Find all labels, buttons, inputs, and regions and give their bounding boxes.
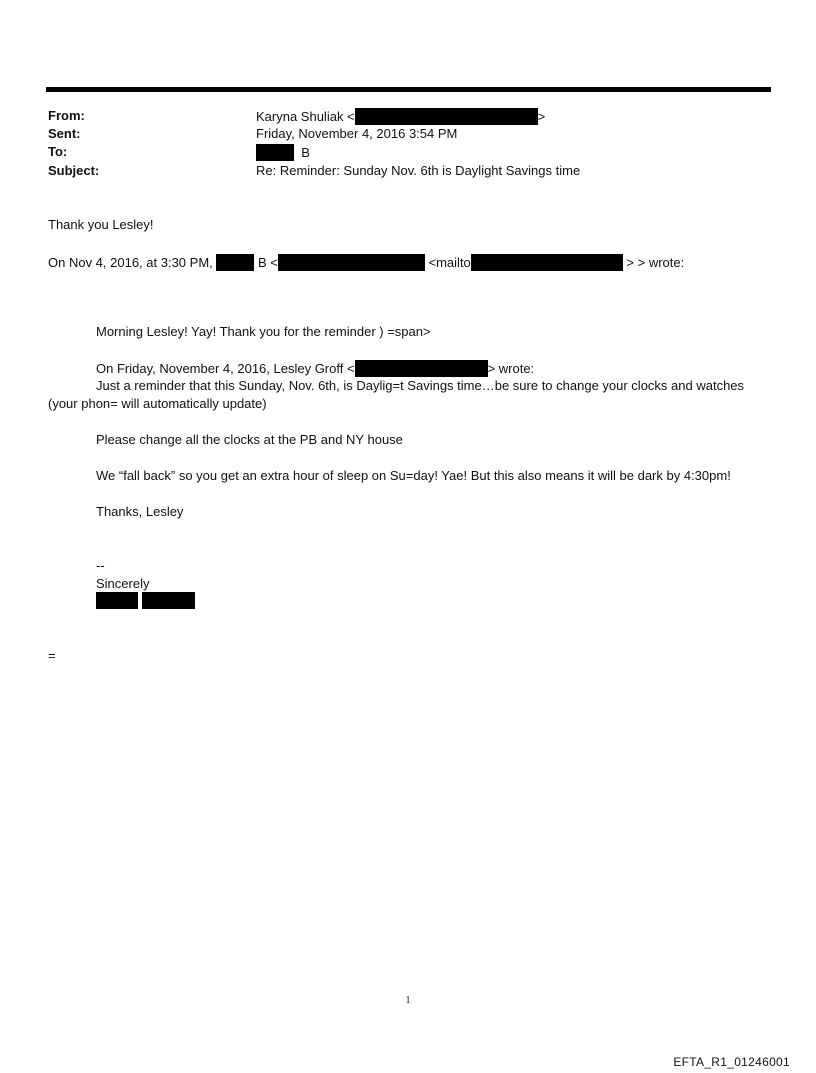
- header-rule: [46, 87, 771, 92]
- from-value: [256, 108, 545, 125]
- quote2-suffix: > wrote:: [487, 361, 535, 376]
- subject-value: Re: Reminder: Sunday Nov. 6th is Daylight Savings time: [256, 163, 581, 178]
- quote1-line: [48, 254, 684, 271]
- subject-label: Subject:: [48, 163, 100, 178]
- morning-line: Morning Lesley! Yay! Thank you for the reminder ) =span>: [96, 324, 431, 339]
- quote1-b: B <: [258, 255, 278, 270]
- quote2-prefix: On Friday, November 4, 2016, Lesley Groff <: [96, 361, 355, 376]
- sent-label: Sent:: [48, 126, 81, 141]
- reminder-line-2: (your phon= will automatically update): [48, 396, 267, 411]
- quote1-prefix: On Nov 4, 2016, at 3:30 PM,: [48, 255, 213, 270]
- quote1-suffix: > > wrote:: [626, 255, 685, 270]
- redaction: [142, 592, 195, 609]
- to-name: B: [301, 145, 310, 160]
- to-label: To:: [48, 144, 68, 159]
- reminder-line-1: Just a reminder that this Sunday, Nov. 6th, is Daylig=t Savings time…be sure to change your clocks and watches: [96, 378, 745, 393]
- signature-dashes: --: [96, 558, 105, 573]
- redaction: [278, 254, 425, 271]
- redaction: [216, 254, 254, 271]
- fallback-line: We “fall back” so you get an extra hour of sleep on Su=day! Yae! But this also means it will be dark by 4:30pm!: [96, 468, 731, 483]
- redaction: [355, 108, 538, 125]
- sent-value: Friday, November 4, 2016 3:54 PM: [256, 126, 458, 141]
- from-name: Karyna Shuliak <: [256, 109, 355, 124]
- page-number: 1: [405, 995, 411, 1006]
- from-close: >: [537, 109, 546, 124]
- to-value: [256, 144, 310, 161]
- redaction: [471, 254, 623, 271]
- please-line: Please change all the clocks at the PB and NY house: [96, 432, 403, 447]
- signature-redaction: [96, 592, 195, 609]
- trailing-equals: =: [48, 648, 56, 663]
- from-label: From:: [48, 108, 85, 123]
- thanks-line: Thank you Lesley!: [48, 217, 154, 232]
- redaction: [355, 360, 488, 377]
- signoff-line: Thanks, Lesley: [96, 504, 184, 519]
- quote1-mailto: <mailto: [428, 255, 471, 270]
- sincerely-line: Sincerely: [96, 576, 150, 591]
- redaction: [256, 144, 294, 161]
- quote2-line: [96, 360, 534, 377]
- bates-number: EFTA_R1_01246001: [673, 1055, 790, 1069]
- redaction: [96, 592, 138, 609]
